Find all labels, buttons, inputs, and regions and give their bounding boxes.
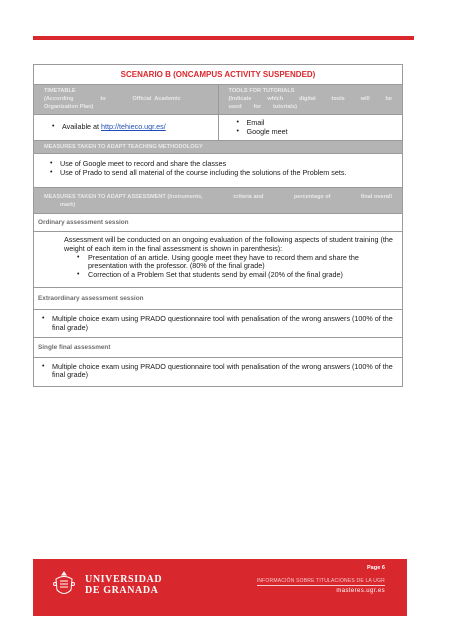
- timetable-item: [44, 123, 166, 132]
- assessment-heading-text: mark): [60, 202, 76, 209]
- university-name-line: DE GRANADA: [85, 585, 159, 596]
- top-accent-bar: [33, 36, 414, 40]
- footer-site[interactable]: masteres.ugr.es: [336, 588, 385, 594]
- page-footer: [33, 559, 407, 616]
- extraordinary-session-heading: Extraordinary assessment session: [34, 288, 402, 310]
- methodology-content: [34, 154, 402, 188]
- methodology-heading-text: MEASURES TAKEN TO ADAPT TEACHING METHODOLOGY: [44, 143, 203, 150]
- scenario-title: SCENARIO B (ONCAMPUS ACTIVITY SUSPENDED): [120, 70, 316, 79]
- tools-heading-word: (Indicate: [228, 96, 252, 102]
- extraordinary-session-content: [34, 310, 402, 337]
- assessment-heading: [34, 188, 402, 214]
- page-number: Page 6: [366, 565, 385, 571]
- timetable-heading-text: TIMETABLE: [44, 88, 76, 94]
- ordinary-intro: Assessment will be conducted on an ongoing evaluation of the following aspects of student training (the weight of each item in the final assessment is shown in parenthesis):: [64, 235, 393, 253]
- timetable-item-text: Available at: [62, 122, 102, 132]
- tools-heading-word: will: [360, 96, 370, 102]
- single-final-item: • Multiple choice exam using PRADO questionnaire tool with penalisation of the wrong answers (100% of the final grade): [38, 363, 394, 380]
- assessment-heading-text: MEASURES TAKEN TO ADAPT ASSESSMENT (Instruments,: [44, 194, 203, 201]
- assessment-heading-text: criteria and: [233, 194, 264, 201]
- university-name-line: UNIVERSIDAD: [85, 574, 163, 585]
- university-crest-icon: [51, 570, 77, 598]
- tools-heading: [219, 85, 403, 114]
- ordinary-item: • Presentation of an article. Using google meet they have to record them and share the presentation with the professor. (80% of the final grade): [64, 254, 394, 271]
- methodology-heading: [34, 141, 402, 154]
- single-final-heading: Single final assessment: [34, 338, 402, 358]
- tools-heading-word: digital: [299, 96, 316, 102]
- ordinary-session-content: [34, 232, 402, 288]
- timetable-heading: [34, 85, 219, 114]
- tools-heading-word: tutorials): [273, 104, 297, 110]
- timetable-tools-content-row: [34, 115, 402, 141]
- methodology-item: • Use of Google meet to record and share the classes: [42, 160, 394, 169]
- assessment-heading-text: percentage of: [293, 194, 331, 201]
- timetable-heading-word: (According: [44, 96, 74, 102]
- tools-heading-word: be: [385, 96, 392, 102]
- tools-item: • Google meet: [229, 128, 395, 137]
- timetable-content: [34, 115, 219, 140]
- tools-heading-word: tools: [331, 96, 345, 102]
- extraordinary-item: • Multiple choice exam using PRADO questionnaire tool with penalisation of the wrong answers (100% of the final grade): [38, 315, 394, 332]
- footer-info-line: INFORMACIÓN SOBRE TITULACIONES DE LA UGR: [256, 578, 385, 584]
- tools-heading-word: which: [267, 96, 284, 102]
- scenario-title-row: [34, 65, 402, 85]
- timetable-tools-header-row: [34, 85, 402, 115]
- university-name: [85, 574, 162, 596]
- tools-heading-word: used: [228, 104, 242, 110]
- timetable-heading-text: Organization Plan): [44, 104, 94, 110]
- tehieco-link[interactable]: http://tehieco.ugr.es/: [101, 122, 166, 132]
- tools-content: [219, 115, 403, 140]
- tools-heading-word: for: [253, 104, 262, 110]
- assessment-heading-text: final overall: [360, 194, 392, 201]
- tools-heading-text: TOOLS FOR TUTORIALS: [228, 88, 295, 94]
- ordinary-item: • Correction of a Problem Set that students send by email (20% of the final grade): [64, 271, 394, 280]
- timetable-heading-word: to: [100, 96, 106, 102]
- methodology-item: • Use of Prado to send all material of the course including the solutions of the Problem sets.: [42, 169, 394, 178]
- tools-item: • Email: [229, 119, 395, 128]
- single-final-content: [34, 358, 402, 386]
- timetable-heading-word: Official Academic: [132, 96, 181, 102]
- scenario-table: [33, 64, 403, 387]
- ordinary-session-heading: Ordinary assessment session: [34, 214, 402, 232]
